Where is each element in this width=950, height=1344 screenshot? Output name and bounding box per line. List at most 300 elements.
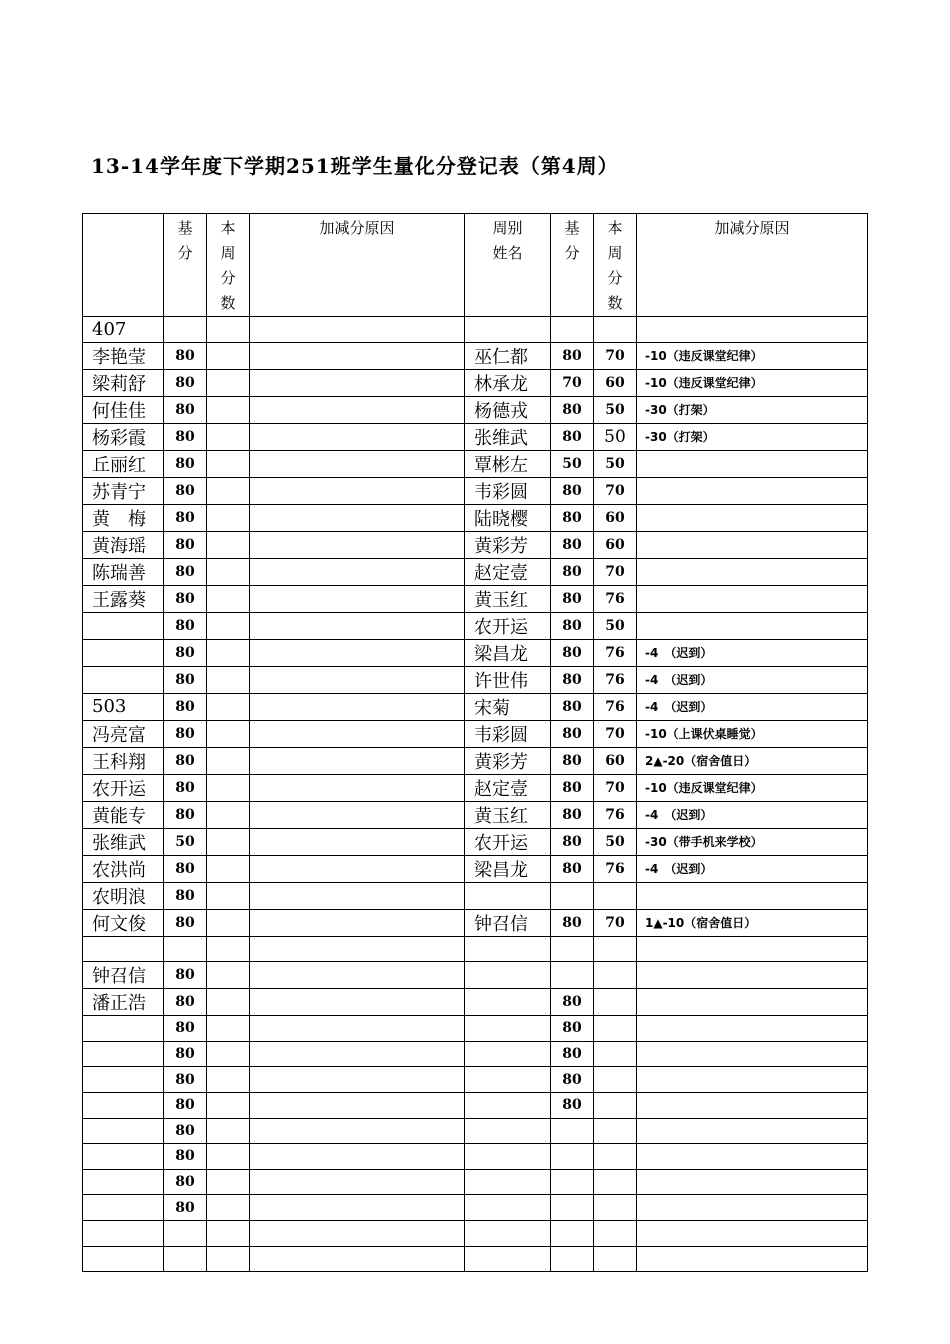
reason-right [637, 1016, 868, 1042]
student-name-left [83, 612, 164, 639]
header-week-score-right: 本 周 分 数 [594, 214, 637, 317]
student-name-right: 黄彩芳 [465, 531, 551, 558]
reason-left [250, 477, 465, 504]
reason-left [250, 1246, 465, 1272]
reason-right [637, 1220, 868, 1246]
student-name-right [465, 1169, 551, 1195]
student-name-right: 黄玉红 [465, 801, 551, 828]
base-score-left: 80 [164, 720, 207, 747]
table-row [83, 1246, 868, 1272]
student-name-right: 农开运 [465, 612, 551, 639]
student-name-right [465, 882, 551, 909]
week-score-right: 70 [594, 720, 637, 747]
week-score-right [594, 1092, 637, 1118]
base-score-left [164, 936, 207, 962]
header-base-score-left: 基 分 [164, 214, 207, 317]
week-score-right [594, 1169, 637, 1195]
week-score-left [207, 828, 250, 855]
student-name-left [83, 1169, 164, 1195]
student-name-left: 钟召信 [83, 962, 164, 989]
week-score-right [594, 1246, 637, 1272]
week-score-left [207, 1041, 250, 1067]
base-score-left: 80 [164, 1067, 207, 1093]
student-name-left: 李艳莹 [83, 342, 164, 369]
student-name-left: 王科翔 [83, 747, 164, 774]
base-score-left: 80 [164, 450, 207, 477]
table-row [83, 1118, 868, 1144]
student-name-right: 黄玉红 [465, 585, 551, 612]
student-name-left: 503 [83, 693, 164, 720]
week-score-right: 76 [594, 585, 637, 612]
week-score-left [207, 1118, 250, 1144]
base-score-left [164, 1220, 207, 1246]
reason-left [250, 1169, 465, 1195]
student-name-right: 钟召信 [465, 909, 551, 936]
reason-left [250, 828, 465, 855]
week-score-right [594, 1067, 637, 1093]
week-score-left [207, 585, 250, 612]
base-score-left: 80 [164, 801, 207, 828]
base-score-left: 80 [164, 531, 207, 558]
student-name-left: 丘丽红 [83, 450, 164, 477]
week-score-left [207, 612, 250, 639]
reason-left [250, 693, 465, 720]
week-score-left [207, 396, 250, 423]
reason-left [250, 639, 465, 666]
student-name-left [83, 1195, 164, 1221]
base-score-left: 80 [164, 989, 207, 1016]
reason-right [637, 1144, 868, 1170]
table-row [83, 317, 868, 343]
table-row [83, 801, 868, 828]
table-row [83, 1169, 868, 1195]
week-score-right: 76 [594, 666, 637, 693]
table-row [83, 1016, 868, 1042]
reason-right: -30（打架） [637, 423, 868, 450]
reason-right: -10（违反课堂纪律） [637, 774, 868, 801]
reason-right [637, 585, 868, 612]
reason-right: -10（违反课堂纪律） [637, 369, 868, 396]
base-score-right [551, 1246, 594, 1272]
student-name-left [83, 1144, 164, 1170]
student-name-right [465, 1220, 551, 1246]
base-score-left: 80 [164, 747, 207, 774]
week-score-left [207, 747, 250, 774]
student-name-left: 何文俊 [83, 909, 164, 936]
reason-left [250, 585, 465, 612]
score-table [82, 213, 868, 1272]
reason-right [637, 531, 868, 558]
student-name-right: 宋菊 [465, 693, 551, 720]
reason-right [637, 1195, 868, 1221]
student-name-right: 杨德戎 [465, 396, 551, 423]
student-name-left [83, 1118, 164, 1144]
page-title: 13-14学年度下学期251班学生量化分登记表（第4周） [91, 154, 619, 178]
week-score-right: 60 [594, 369, 637, 396]
week-score-right: 70 [594, 342, 637, 369]
base-score-right: 80 [551, 558, 594, 585]
student-name-left [83, 1067, 164, 1093]
reason-left [250, 882, 465, 909]
base-score-right [551, 1118, 594, 1144]
base-score-right: 80 [551, 531, 594, 558]
base-score-right: 80 [551, 828, 594, 855]
student-name-left [83, 1092, 164, 1118]
table-row [83, 936, 868, 962]
base-score-right [551, 317, 594, 343]
week-score-left [207, 558, 250, 585]
header-reason-left: 加减分原因 [250, 214, 465, 317]
reason-left [250, 396, 465, 423]
reason-right: -4 （迟到） [637, 639, 868, 666]
week-score-left [207, 774, 250, 801]
table-row [83, 747, 868, 774]
table-row [83, 1067, 868, 1093]
week-score-left [207, 882, 250, 909]
student-name-right: 赵定壹 [465, 558, 551, 585]
reason-right [637, 936, 868, 962]
base-score-right: 80 [551, 342, 594, 369]
reason-right [637, 1092, 868, 1118]
week-score-right: 70 [594, 558, 637, 585]
reason-left [250, 317, 465, 343]
student-name-left: 杨彩霞 [83, 423, 164, 450]
base-score-left: 80 [164, 882, 207, 909]
table-row [83, 1144, 868, 1170]
week-score-left [207, 450, 250, 477]
week-score-left [207, 720, 250, 747]
week-score-left [207, 909, 250, 936]
table-row [83, 1092, 868, 1118]
student-name-right: 梁昌龙 [465, 639, 551, 666]
week-score-left [207, 1144, 250, 1170]
base-score-right: 80 [551, 504, 594, 531]
week-score-right: 70 [594, 774, 637, 801]
week-score-left [207, 666, 250, 693]
reason-right: -30（带手机来学校） [637, 828, 868, 855]
base-score-right [551, 1169, 594, 1195]
week-score-right [594, 1220, 637, 1246]
reason-left [250, 1067, 465, 1093]
student-name-left: 农洪尚 [83, 855, 164, 882]
base-score-right: 80 [551, 801, 594, 828]
base-score-right [551, 962, 594, 989]
reason-right [637, 1169, 868, 1195]
table-row [83, 774, 868, 801]
base-score-right: 50 [551, 450, 594, 477]
reason-right [637, 1246, 868, 1272]
base-score-left: 80 [164, 639, 207, 666]
reason-left [250, 962, 465, 989]
week-score-right [594, 936, 637, 962]
base-score-left: 80 [164, 1144, 207, 1170]
reason-right: -4 （迟到） [637, 855, 868, 882]
student-name-left: 王露葵 [83, 585, 164, 612]
student-name-left [83, 1041, 164, 1067]
base-score-right: 80 [551, 1067, 594, 1093]
week-score-left [207, 855, 250, 882]
reason-right [637, 612, 868, 639]
base-score-right: 80 [551, 396, 594, 423]
student-name-right [465, 1246, 551, 1272]
base-score-left: 80 [164, 855, 207, 882]
table-row [83, 855, 868, 882]
base-score-right: 80 [551, 774, 594, 801]
student-name-right: 许世伟 [465, 666, 551, 693]
base-score-right: 80 [551, 909, 594, 936]
reason-right: 2▲-20（宿舍值日） [637, 747, 868, 774]
student-name-left: 冯亮富 [83, 720, 164, 747]
week-score-right: 50 [594, 423, 637, 450]
base-score-left: 80 [164, 585, 207, 612]
reason-left [250, 1016, 465, 1042]
week-score-right [594, 1016, 637, 1042]
table-row [83, 423, 868, 450]
reason-left [250, 1195, 465, 1221]
table-row [83, 585, 868, 612]
base-score-left: 80 [164, 666, 207, 693]
base-score-right [551, 882, 594, 909]
student-name-right: 张维武 [465, 423, 551, 450]
week-score-right: 76 [594, 639, 637, 666]
reason-right [637, 504, 868, 531]
week-score-left [207, 423, 250, 450]
base-score-left: 80 [164, 774, 207, 801]
reason-left [250, 342, 465, 369]
base-score-left: 80 [164, 962, 207, 989]
base-score-left: 80 [164, 423, 207, 450]
base-score-left: 80 [164, 1092, 207, 1118]
week-score-left [207, 936, 250, 962]
student-name-left: 苏青宁 [83, 477, 164, 504]
reason-left [250, 747, 465, 774]
student-name-left: 黄海瑶 [83, 531, 164, 558]
table-row [83, 989, 868, 1016]
reason-left [250, 801, 465, 828]
base-score-right [551, 1195, 594, 1221]
student-name-left: 黄 梅 [83, 504, 164, 531]
student-name-right [465, 1041, 551, 1067]
week-score-right: 60 [594, 531, 637, 558]
student-name-left: 农开运 [83, 774, 164, 801]
week-score-right: 76 [594, 693, 637, 720]
student-name-left [83, 1016, 164, 1042]
base-score-left: 80 [164, 612, 207, 639]
week-score-left [207, 504, 250, 531]
week-score-right [594, 1144, 637, 1170]
table-row [83, 666, 868, 693]
base-score-left: 80 [164, 1041, 207, 1067]
header-base-score-right: 基 分 [551, 214, 594, 317]
base-score-right [551, 1220, 594, 1246]
reason-left [250, 720, 465, 747]
base-score-left: 50 [164, 828, 207, 855]
reason-left [250, 666, 465, 693]
week-score-right [594, 1118, 637, 1144]
base-score-right: 80 [551, 639, 594, 666]
base-score-right [551, 1144, 594, 1170]
reason-right [637, 962, 868, 989]
reason-left [250, 774, 465, 801]
reason-right [637, 1041, 868, 1067]
base-score-right: 80 [551, 989, 594, 1016]
reason-right [637, 882, 868, 909]
header-reason-right: 加减分原因 [637, 214, 868, 317]
table-row [83, 477, 868, 504]
week-score-right: 70 [594, 477, 637, 504]
student-name-right: 林承龙 [465, 369, 551, 396]
student-name-right: 陆晓樱 [465, 504, 551, 531]
base-score-left: 80 [164, 1016, 207, 1042]
reason-left [250, 909, 465, 936]
week-score-left [207, 693, 250, 720]
reason-left [250, 531, 465, 558]
student-name-left: 农明浪 [83, 882, 164, 909]
base-score-right: 80 [551, 693, 594, 720]
student-name-left [83, 639, 164, 666]
student-name-right: 赵定壹 [465, 774, 551, 801]
week-score-right: 60 [594, 504, 637, 531]
reason-right: -10（上课伏桌睡觉） [637, 720, 868, 747]
student-name-right: 梁昌龙 [465, 855, 551, 882]
student-name-left: 潘正浩 [83, 989, 164, 1016]
student-name-right: 覃彬左 [465, 450, 551, 477]
student-name-left: 黄能专 [83, 801, 164, 828]
reason-left [250, 423, 465, 450]
table-row [83, 962, 868, 989]
table-row [83, 342, 868, 369]
student-name-right: 农开运 [465, 828, 551, 855]
student-name-right [465, 936, 551, 962]
reason-left [250, 612, 465, 639]
week-score-right [594, 962, 637, 989]
reason-right [637, 1118, 868, 1144]
base-score-right [551, 936, 594, 962]
base-score-left: 80 [164, 558, 207, 585]
week-score-right: 50 [594, 450, 637, 477]
week-score-left [207, 1067, 250, 1093]
table-row [83, 531, 868, 558]
table-row [83, 909, 868, 936]
week-score-left [207, 1246, 250, 1272]
week-score-left [207, 639, 250, 666]
base-score-left: 80 [164, 693, 207, 720]
student-name-left [83, 1220, 164, 1246]
student-name-left: 张维武 [83, 828, 164, 855]
base-score-left: 80 [164, 504, 207, 531]
base-score-right: 80 [551, 612, 594, 639]
week-score-left [207, 1016, 250, 1042]
student-name-right [465, 1067, 551, 1093]
student-name-left: 407 [83, 317, 164, 343]
table-row [83, 1220, 868, 1246]
week-score-right [594, 317, 637, 343]
base-score-right: 80 [551, 1016, 594, 1042]
reason-left [250, 855, 465, 882]
base-score-right: 80 [551, 855, 594, 882]
table-row [83, 369, 868, 396]
base-score-right: 80 [551, 666, 594, 693]
table-row [83, 450, 868, 477]
table-row [83, 612, 868, 639]
reason-left [250, 936, 465, 962]
base-score-left: 80 [164, 477, 207, 504]
week-score-left [207, 989, 250, 1016]
reason-right: 1▲-10（宿舍值日） [637, 909, 868, 936]
reason-right: -10（违反课堂纪律） [637, 342, 868, 369]
base-score-left: 80 [164, 1118, 207, 1144]
student-name-left [83, 666, 164, 693]
reason-right: -30（打架） [637, 396, 868, 423]
student-name-left: 梁莉舒 [83, 369, 164, 396]
reason-right [637, 450, 868, 477]
reason-left [250, 989, 465, 1016]
student-name-right: 巫仁都 [465, 342, 551, 369]
table-row [83, 504, 868, 531]
header-col-name-left [83, 214, 164, 317]
student-name-right: 韦彩圆 [465, 720, 551, 747]
week-score-right: 50 [594, 396, 637, 423]
student-name-right: 韦彩圆 [465, 477, 551, 504]
week-score-left [207, 477, 250, 504]
base-score-right: 80 [551, 720, 594, 747]
table-row [83, 693, 868, 720]
base-score-left: 80 [164, 396, 207, 423]
reason-left [250, 558, 465, 585]
student-name-left: 陈瑞善 [83, 558, 164, 585]
reason-left [250, 1118, 465, 1144]
base-score-left [164, 1246, 207, 1272]
table-row [83, 1041, 868, 1067]
reason-left [250, 369, 465, 396]
week-score-left [207, 801, 250, 828]
table-row [83, 639, 868, 666]
reason-left [250, 450, 465, 477]
header-week-score-left: 本 周 分 数 [207, 214, 250, 317]
reason-right [637, 558, 868, 585]
reason-left [250, 1144, 465, 1170]
student-name-left: 何佳佳 [83, 396, 164, 423]
table-row [83, 396, 868, 423]
base-score-right: 70 [551, 369, 594, 396]
base-score-left: 80 [164, 369, 207, 396]
reason-right: -4 （迟到） [637, 693, 868, 720]
week-score-right: 60 [594, 747, 637, 774]
reason-left [250, 1041, 465, 1067]
week-score-left [207, 1092, 250, 1118]
week-score-right: 50 [594, 612, 637, 639]
student-name-right: 黄彩芳 [465, 747, 551, 774]
week-score-left [207, 962, 250, 989]
week-score-right [594, 989, 637, 1016]
week-score-left [207, 369, 250, 396]
table-row [83, 828, 868, 855]
student-name-left [83, 1246, 164, 1272]
week-score-left [207, 1195, 250, 1221]
reason-right [637, 317, 868, 343]
base-score-left: 80 [164, 909, 207, 936]
header-week-name: 周别 姓名 [465, 214, 551, 317]
base-score-left: 80 [164, 1195, 207, 1221]
reason-right [637, 477, 868, 504]
student-name-right [465, 1118, 551, 1144]
week-score-left [207, 317, 250, 343]
reason-left [250, 504, 465, 531]
week-score-right: 76 [594, 855, 637, 882]
student-name-right [465, 1144, 551, 1170]
reason-right: -4 （迟到） [637, 801, 868, 828]
student-name-left [83, 936, 164, 962]
